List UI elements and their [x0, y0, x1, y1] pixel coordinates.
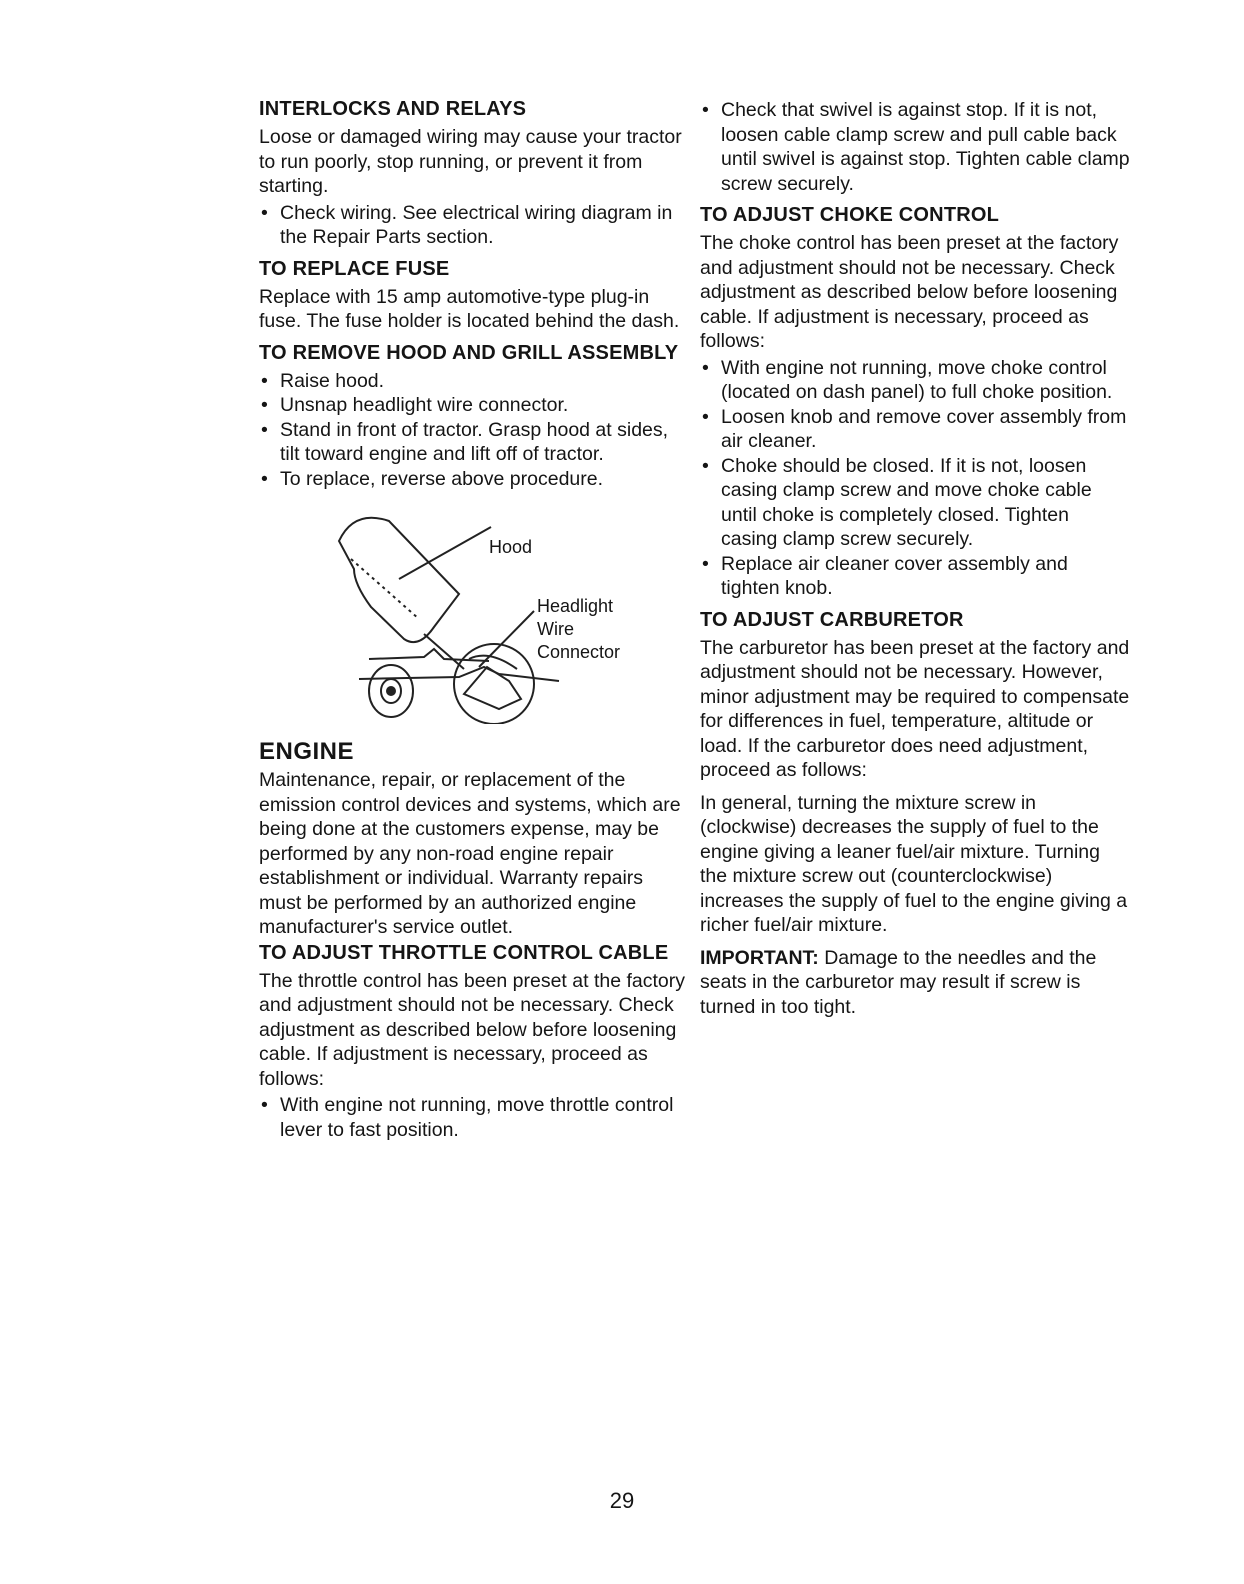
headlight-label-line3: Connector [537, 642, 621, 662]
fuse-body: Replace with 15 amp automotive-type plug-in fuse. The fuse holder is located behind the dash. [259, 285, 680, 332]
connector-detail-circle [454, 644, 534, 724]
choke-body: The choke control has been preset at the factory and adjustment should not be necessary. Check adjustment as described below before loosening cable. If adjustment is necessary, proceed as follows: [700, 232, 1119, 352]
left-column [259, 98, 689, 1150]
interlocks-bullets [259, 201, 689, 250]
carburetor-heading: TO ADJUST CARBURETOR [700, 608, 964, 631]
list-item: • Stand in front of tractor. Grasp hood at sides, tilt toward engine and lift off of tractor. [259, 418, 689, 467]
important-text: Damage to the needles and the seats in the carburetor may result if screw is turned in too tight. [700, 946, 1097, 1018]
hood-label: Hood [489, 537, 533, 557]
throttle-heading: TO ADJUST THROTTLE CONTROL CABLE [259, 941, 669, 964]
list-item: • Replace air cleaner cover assembly and tighten knob. [700, 552, 1130, 601]
hood-removal-figure [259, 499, 689, 724]
hood-heading: TO REMOVE HOOD AND GRILL ASSEMBLY [259, 341, 679, 364]
list-item: • With engine not running, move throttle control lever to fast position. [259, 1093, 689, 1142]
front-wheel-center [387, 687, 395, 695]
throttle-body: The throttle control has been preset at the factory and adjustment should not be necessary. Check adjustment as described below before loosening cable. If adjustment is necessary, proceed as follows: [259, 969, 685, 1090]
page-number: 29 [609, 1488, 635, 1513]
hood-outline [339, 518, 459, 642]
carburetor-section [700, 609, 1130, 1020]
list-item: • Check that swivel is against stop. If it is not, loosen cable clamp screw and pull cable back until swivel is against stop. Tighten cable clamp screw securely. [700, 98, 1130, 196]
headlight-label-line1: Headlight [537, 596, 614, 616]
engine-body: Maintenance, repair, or replacement of the emission control devices and systems, which are being done at the customers expense, may be performed by any non-road engine repair establishment or individual. Warranty repairs must be performed by an authorized engine manufacturer's service outlet. [259, 769, 681, 938]
list-item: • Loosen knob and remove cover assembly from air cleaner. [700, 405, 1130, 454]
list-item: • Choke should be closed. If it is not, loosen casing clamp screw and move choke cable until choke is completely closed. Tighten casing clamp screw securely. [700, 454, 1130, 552]
carburetor-body1: The carburetor has been preset at the factory and adjustment should not be necessary. However, minor adjustment may be required to compensate for differences in fuel, temperature, altitude or load. If the carburetor does need adjustment, proceed as follows: [700, 636, 1130, 781]
fuse-section [259, 258, 689, 334]
throttle-continued-section [700, 98, 1130, 196]
engine-section [259, 738, 689, 940]
engine-heading: ENGINE [259, 738, 355, 765]
headlight-label-line2: Wire [537, 619, 574, 639]
list-item: • Unsnap headlight wire connector. [259, 393, 689, 418]
hood-bullets [259, 369, 689, 492]
throttle-section [259, 942, 689, 1143]
list-item: • To replace, reverse above procedure. [259, 467, 689, 492]
hood-inner-line [351, 559, 419, 619]
list-item: • Raise hood. [259, 369, 689, 394]
interlocks-section [259, 98, 689, 250]
list-item: • Check wiring. See electrical wiring diagram in the Repair Parts section. [259, 201, 689, 250]
carburetor-body2: In general, turning the mixture screw in (clockwise) decreases the supply of fuel to the engine giving a leaner fuel/air mixture. Turning the mixture screw out (counterclockwise) increases the supply of fuel to the engine giving a richer fuel/air mixture. [700, 791, 1128, 936]
connector-detail-part [464, 667, 521, 709]
fuse-heading: TO REPLACE FUSE [259, 257, 450, 280]
interlocks-body: Loose or damaged wiring may cause your tractor to run poorly, stop running, or prevent it from starting. [259, 126, 682, 197]
carburetor-important [700, 946, 1130, 1020]
choke-heading: TO ADJUST CHOKE CONTROL [700, 204, 1000, 226]
interlocks-heading: INTERLOCKS AND RELAYS [259, 98, 527, 120]
connector-wire [469, 656, 517, 669]
right-column [700, 98, 1130, 1027]
important-label: IMPORTANT: [700, 946, 819, 969]
choke-section [700, 204, 1130, 601]
hood-section [259, 342, 689, 725]
throttle-continued-bullets [700, 98, 1130, 196]
throttle-bullets [259, 1093, 689, 1142]
list-item: • With engine not running, move choke control (located on dash panel) to full choke position. [700, 356, 1130, 405]
tractor-hood-illustration [259, 499, 689, 724]
hood-pointer-line [399, 527, 491, 579]
choke-bullets [700, 356, 1130, 601]
